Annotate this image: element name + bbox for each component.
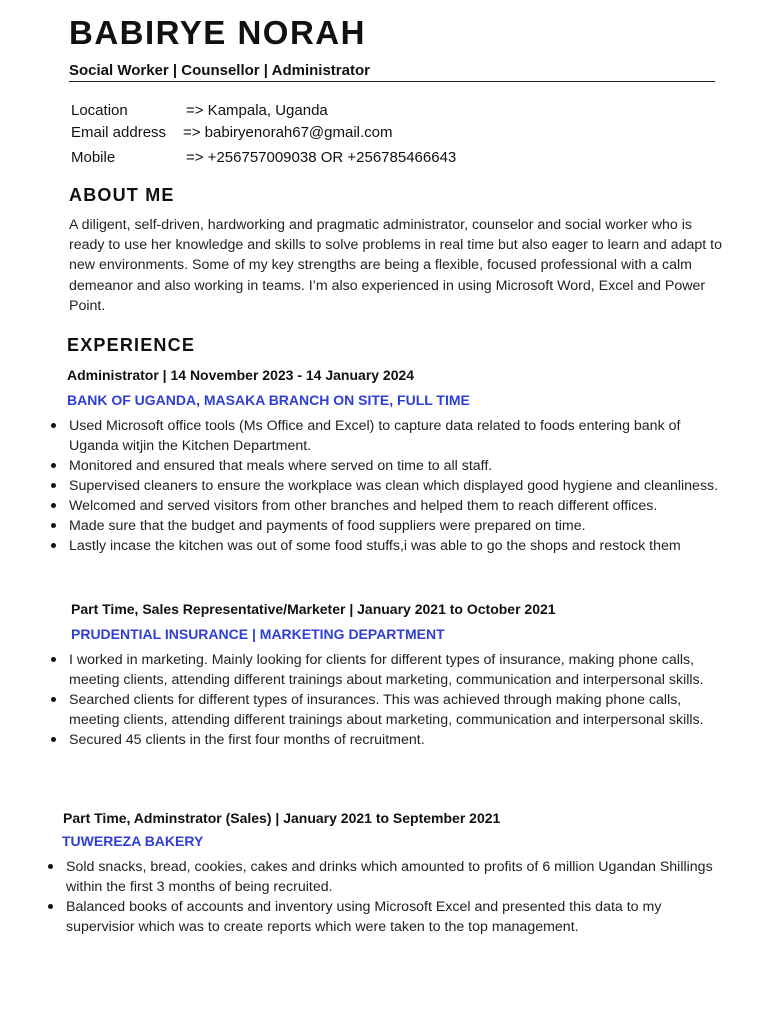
job-company: BANK OF UGANDA, MASAKA BRANCH ON SITE, FULL TIME (67, 392, 470, 408)
contact-label: Location (71, 102, 128, 119)
job-bullets (50, 650, 730, 750)
list-item: Made sure that the budget and payments of food suppliers were prepared on time. (50, 516, 730, 536)
contact-location (71, 102, 328, 119)
list-item: Welcomed and served visitors from other branches and helped them to reach different offices. (50, 496, 730, 516)
contact-label: Mobile (71, 149, 116, 166)
job-company: TUWEREZA BAKERY (62, 833, 204, 849)
job-title: Administrator | 14 November 2023 - 14 January 2024 (67, 367, 415, 383)
about-text: A diligent, self-driven, hardworking and pragmatic administrator, counselor and social worker who is ready to use her knowledge and skills to solve problems in real time but also eager to learn and adapt to new environments. Some of my key strengths are being a flexible, focused professional with a calm demeanor and also working in teams. I’m also experienced in using Microsoft Word, Excel and Power Point. (69, 217, 723, 314)
list-item: Monitored and ensured that meals where served on time to all staff. (50, 456, 730, 476)
contact-value[interactable]: => babiryenorah67@gmail.com (183, 124, 393, 141)
job-bullets (47, 857, 727, 937)
contact-email (71, 124, 393, 141)
candidate-name: BABIRYE NORAH (69, 14, 366, 51)
header-divider (69, 81, 715, 82)
job-company: PRUDENTIAL INSURANCE | MARKETING DEPARTMENT (71, 626, 445, 642)
list-item: Used Microsoft office tools (Ms Office and Excel) to capture data related to foods entering bank of Uganda witjin the Kitchen Department. (50, 416, 730, 456)
contact-label: Email address (71, 124, 167, 141)
about-heading: ABOUT ME (69, 185, 175, 205)
list-item: Secured 45 clients in the first four months of recruitment. (50, 730, 730, 750)
job-subtitle: Social Worker | Counsellor | Administrator (69, 62, 370, 79)
list-item: Balanced books of accounts and inventory using Microsoft Excel and presented this data to my supervisior which was to create reports which were taken to the top management. (47, 897, 727, 937)
experience-heading: EXPERIENCE (67, 335, 196, 355)
list-item: Sold snacks, bread, cookies, cakes and drinks which amounted to profits of 6 million Ugandan Shillings within the first 3 months of being recruited. (47, 857, 727, 897)
job-title: Part Time, Sales Representative/Marketer | January 2021 to October 2021 (71, 601, 556, 617)
job-bullets (50, 416, 730, 556)
job-title: Part Time, Adminstrator (Sales) | January 2021 to September 2021 (63, 810, 501, 826)
contact-value: => Kampala, Uganda (186, 102, 328, 119)
contact-mobile (71, 149, 456, 166)
list-item: I worked in marketing. Mainly looking for clients for different types of insurance, making phone calls, meeting clients, attending different trainings about marketing, communication and interpersonal skills. (50, 650, 730, 690)
list-item: Lastly incase the kitchen was out of some food stuffs,i was able to go the shops and restock them (50, 536, 730, 556)
list-item: Searched clients for different types of insurances. This was achieved through making phone calls, meeting clients, attending different trainings about marketing, communication and interpersonal skills. (50, 690, 730, 730)
list-item: Supervised cleaners to ensure the workplace was clean which displayed good hygiene and cleanliness. (50, 476, 730, 496)
contact-value: => +256757009038 OR +256785466643 (186, 149, 457, 166)
